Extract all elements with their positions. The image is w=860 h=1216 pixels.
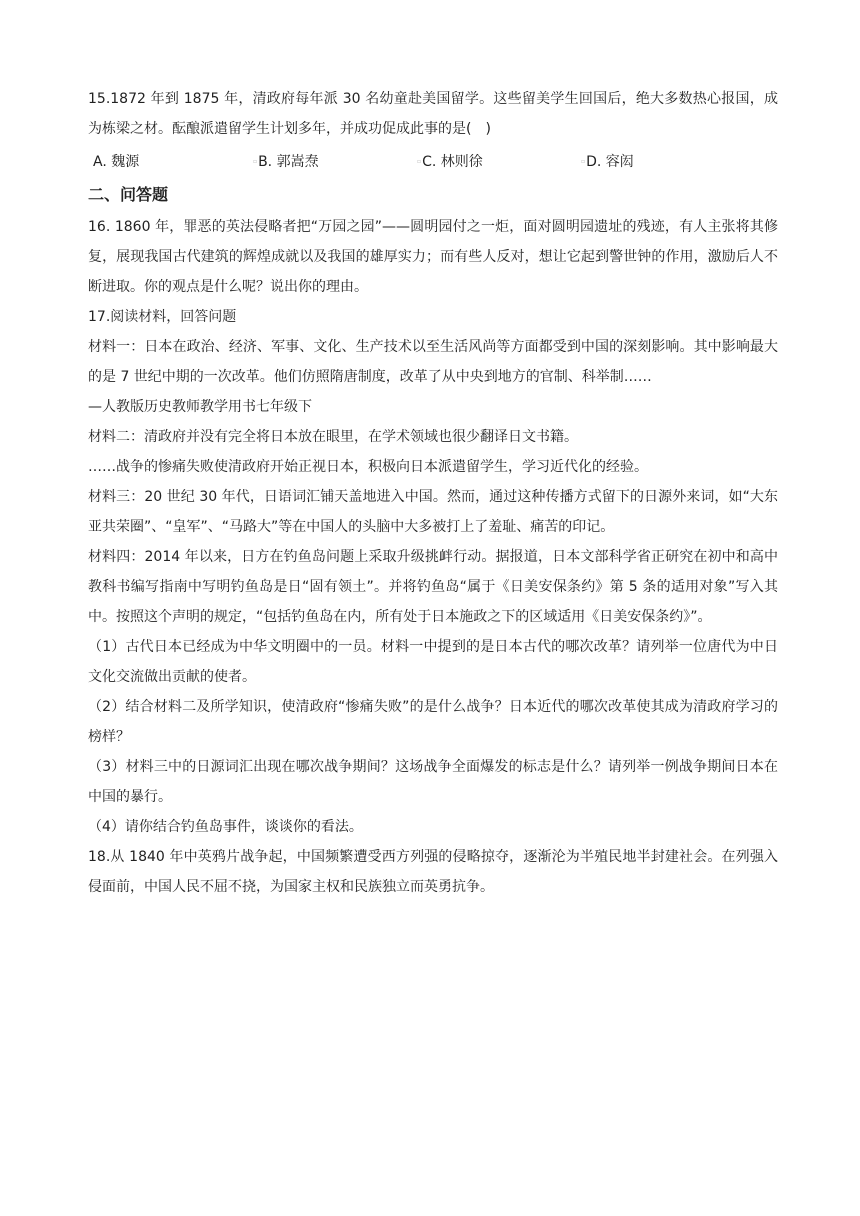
material-3: 材料三：20 世纪 30 年代，日语词汇铺天盖地进入中国。然而，通过这种传播方式留下的日源外来词，如“大东亚共荣圈”、“皇军”、“马路大”等在中国人的头脑中大多被打上了羞耻、痛苦的印记。: [88, 489, 778, 535]
material-4: 材料四：2014 年以来，日方在钓鱼岛问题上采取升级挑衅行动。据报道，日本文部科学省正研究在初中和高中教科书编写指南中写明钓鱼岛是日“固有领土”。并将钓鱼岛“属于《日美安保条约》第 5 条的适用对象”写入其中。按照这个声明的规定，“包括钓鱼岛在内，所有处于日本施政之下的区域适用《日美安保条约》”。: [88, 549, 778, 625]
sub-question-3: （3）材料三中的日源词汇出现在哪次战争期间？这场战争全面爆发的标志是什么？请列举一例战争期间日本在中国的暴行。: [88, 759, 778, 805]
option-c[interactable]: [417, 150, 581, 174]
question-18-text: 18.从 1840 年中英鸦片战争起，中国频繁遭受西方列强的侵略掠夺，逐渐沦为半殖民地半封建社会。在列强入侵面前，中国人民不屈不挠，为国家主权和民族独立而英勇抗争。: [88, 849, 778, 895]
question-17-title: 17.阅读材料，回答问题: [88, 309, 237, 325]
option-d-label: D. 容闳: [586, 154, 634, 170]
question-15: [88, 84, 778, 174]
option-c-label: C. 林则徐: [422, 154, 483, 170]
material-2-part-1: 材料二：清政府并没有完全将日本放在眼里，在学术领域也很少翻译日文书籍。: [88, 429, 578, 445]
question-17: [88, 302, 778, 842]
question-15-stem: 15.1872 年到 1875 年，清政府每年派 30 名幼童赴美国留学。这些留美学生回国后，绝大多数热心报国，成为栋梁之材。酝酿派遣留学生计划多年，并成功促成此事的是( ): [88, 91, 778, 137]
sub-question-4: （4）请你结合钓鱼岛事件，谈谈你的看法。: [88, 819, 363, 835]
sub-question-2: （2）结合材料二及所学知识，使清政府“惨痛失败”的是什么战争？日本近代的哪次改革使其成为清政府学习的榜样？: [88, 699, 778, 745]
option-marker-icon: ▫: [253, 158, 258, 165]
option-marker-icon: ▫: [417, 158, 422, 165]
section-title: 二、问答题: [88, 185, 169, 204]
option-a[interactable]: A. 魏源: [93, 154, 140, 170]
sub-question-1: （1）古代日本已经成为中华文明圈中的一员。材料一中提到的是日本古代的哪次改革？请列举一位唐代为中日文化交流做出贡献的使者。: [88, 639, 778, 685]
option-b-label: B. 郭嵩焘: [258, 154, 319, 170]
question-15-options: [88, 150, 778, 174]
material-1: 材料一：日本在政治、经济、军事、文化、生产技术以至生活风尚等方面都受到中国的深刻影响。其中影响最大的是 7 世纪中期的一次改革。他们仿照隋唐制度，改革了从中央到地方的官制、科举制……: [88, 339, 778, 385]
question-18: [88, 842, 778, 902]
option-marker-icon: ▫: [581, 158, 586, 165]
question-16: [88, 212, 778, 302]
option-b[interactable]: [253, 150, 417, 174]
document-page: [88, 84, 778, 902]
question-16-text: 16. 1860 年，罪恶的英法侵略者把“万园之园”——圆明园付之一炬，面对圆明园遗址的残迹，有人主张将其修复，展现我国古代建筑的辉煌成就以及我国的雄厚实力；而有些人反对，想让它起到警世钟的作用，激励后人不断进取。你的观点是什么呢？说出你的理由。: [88, 219, 778, 295]
material-2-part-2: ……战争的惨痛失败使清政府开始正视日本，积极向日本派遣留学生，学习近代化的经验。: [88, 459, 648, 475]
option-d[interactable]: [581, 150, 745, 174]
material-1-source: —人教版历史教师教学用书七年级下: [88, 399, 312, 415]
